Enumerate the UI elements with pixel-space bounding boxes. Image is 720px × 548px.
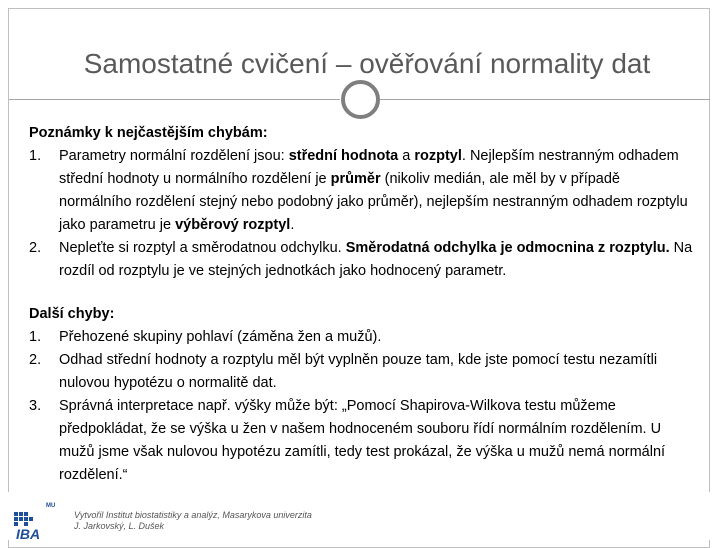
emphasized-text: výběrový rozptyl — [175, 217, 291, 233]
list-item-text: (nikoliv medián, ale měl by v případě normálního rozdělení stejný nebo podobný jako průměr), nejlepším nestranným odhadem rozptylu jako parametru je — [59, 171, 688, 233]
divider-right — [380, 99, 710, 100]
footer — [0, 492, 720, 540]
emphasized-text: střední hodnota — [288, 148, 399, 164]
section-1-heading: Poznámky k nejčastějším chybám: — [29, 125, 268, 141]
footer-line-2: J. Jarkovský, L. Dušek — [74, 521, 165, 531]
list-item-number: 2. — [29, 352, 42, 368]
footer-credits — [74, 510, 312, 532]
emphasized-text: rozptyl — [414, 148, 462, 164]
list-item — [29, 326, 694, 349]
section-2-list — [29, 326, 694, 487]
list-item-text: Odhad střední hodnoty a rozptylu měl být vyplněn pouze tam, kde jste pomocí testu nezamítli nulovou hypotézu o normalitě dat. — [59, 352, 658, 391]
list-item-text: Na rozdíl od rozptylu je ve stejných jednotkách jako hodnocený parametr. — [59, 240, 693, 279]
list-item — [29, 395, 694, 487]
list-item-text: a — [398, 148, 415, 164]
circle-ornament-icon — [341, 80, 380, 119]
list-item-text: . — [290, 217, 295, 233]
list-item-text: Správná interpretace např. výšky může být: „Pomocí Shapirova-Wilkova testu můžeme předpokládat, že se výška u žen v našem hodnoceném souboru řídí normálním rozdělením. U mužů jsme však nulovou hypotézu zamítli, tedy test prokázal, že výška u mužů nemá normální rozdělení.“ — [59, 398, 666, 483]
emphasized-text: Směrodatná odchylka je odmocnina z rozptylu. — [345, 240, 670, 256]
logo-mu-text: MU — [46, 503, 56, 509]
list-item-number: 1. — [29, 329, 42, 345]
footer-line-1: Vytvořil Institut biostatistiky a analýz, Masarykova univerzita — [74, 510, 312, 520]
section-1-list — [29, 145, 694, 283]
list-item-text: Parametry normální rozdělení jsou: — [59, 148, 289, 164]
content-body — [29, 122, 694, 487]
slide-title: Samostatné cvičení – ověřování normality dat — [83, 48, 651, 79]
list-item-number: 2. — [29, 240, 42, 256]
list-item-number: 3. — [29, 398, 42, 414]
section-2-heading: Další chyby: — [29, 306, 115, 322]
iba-logo-icon — [12, 498, 58, 540]
logo-iba-text: IBA — [16, 526, 41, 540]
list-item — [29, 145, 694, 237]
list-item — [29, 349, 694, 395]
list-item-text: Nepleťte si rozptyl a směrodatnou odchylku. — [59, 240, 346, 256]
divider-left — [9, 99, 340, 100]
list-item-number: 1. — [29, 148, 42, 164]
list-item — [29, 237, 694, 283]
emphasized-text: průměr — [330, 171, 381, 187]
list-item-text: . Nejlepším nestranným odhadem střední hodnoty u normálního rozdělení je — [59, 148, 679, 187]
list-item-text: Přehozené skupiny pohlaví (záměna žen a mužů). — [59, 329, 382, 345]
